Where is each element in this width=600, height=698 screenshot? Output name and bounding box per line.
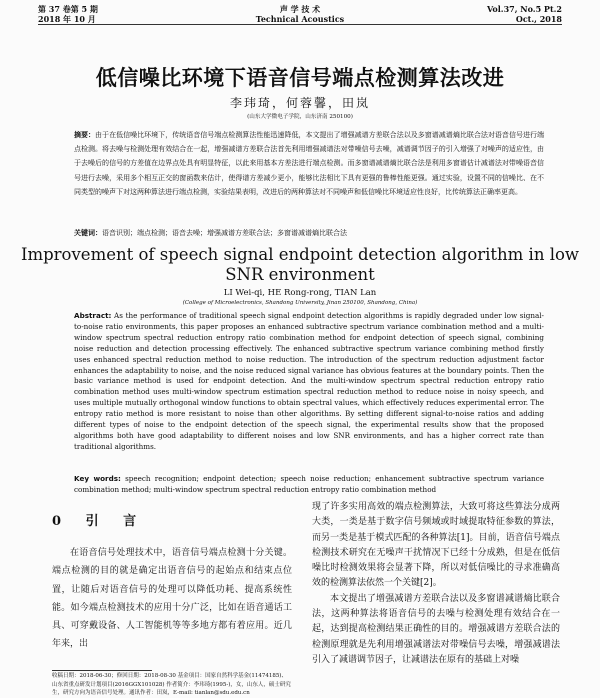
authors-en: LI Wei-qi, HE Rong-rong, TIAN Lan — [223, 288, 377, 298]
volume-zh: 第 37 卷第 5 期 — [38, 4, 98, 14]
keywords-en — [74, 474, 544, 496]
abstract-en — [74, 311, 544, 474]
title-zh: 低信噪比环境下语音信号端点检测算法改进 — [95, 66, 505, 90]
footnote: 收稿日期：2018-06-30；修回日期：2018-08-30 基金项目：国家自然科学基金(11474185)、山东省重点研发计划项目(2016GGX101028) 作者简介：李玮琦(1995-)，女，山东人，硕士研究生，研究方向为语音信号处理。通讯作者：田岚，E-mail: tianlan@sdu.edu.cn — [52, 673, 291, 696]
keywords-zh — [74, 227, 544, 239]
abstract-zh — [74, 128, 544, 228]
affiliation-en: (College of Microelectronics, Shandong University, Jinan 250100, Shandong, China) — [182, 300, 418, 306]
journal-name-en: Technical Acoustics — [255, 14, 345, 24]
section-heading-introduction: 0 引 言 — [52, 514, 147, 529]
affiliation-zh: (山东大学微电子学院，山东济南 250100) — [247, 114, 353, 120]
authors-zh: 李玮琦，何蓉馨，田岚 — [229, 96, 370, 110]
date-zh: 2018 年 10 月 — [38, 14, 96, 24]
keywords-zh-label: 关键词： — [74, 229, 102, 237]
abstract-zh-text: 由于在低信噪比环境下，传统语音信号端点检测算法性能迅速降低，本文提出了增强减谱方差联合法以及多窗谱减谱熵比联合法对语音信号进行端点检测。将去噪与检测处理有效结合在一起，增强减谱方差联合法首先利用增强减谱法对带噪信号去噪，减谱调节因子的引入增强了对噪声的适应性，由于去噪后的信号的方差值在边界点处具有明显特征，以此来用基本方差法进行端点检测。而多窗谱减谱熵比联合法是利用多窗谱估计减谱法对带噪语音信号进行去噪，采用多个相互正交的窗函数来估计，使得谱方差减少更小，能够比法相比下具有更强的鲁棒性能更强。通过实验，设置不同的信噪比、在不同类型的噪声下对这两种算法进行端点检测，实验结果表明，改进后的两种算法对不同噪声和低信噪比环境适应性良好，比传统算法正确率更高。 — [74, 131, 544, 196]
abstract-en-label: Abstract: — [74, 311, 112, 320]
volume-en: Vol.37, No.5 Pt.2 — [486, 4, 562, 14]
keywords-en-label: Key words: — [74, 474, 121, 483]
intro-right-paragraph-2: 本文提出了增强减谱方差联合法以及多窗谱减谱熵比联合法，这两种算法将语音信号的去噪与检测处理有效结合在一起，达到提高检测结果正确性的目的。增强减谱方差联合法的检测原理就是先利用增强减谱法对带噪信号去噪，增强减谱法引入了减谱调节因子，让减谱法在原有的基础上对噪 — [312, 593, 560, 665]
abstract-zh-label: 摘要： — [74, 131, 96, 139]
intro-right-paragraph-1: 现了许多实用高效的端点检测算法，大致可将这些算法分成两大类，一类是基于数字信号频域或时域提取特征参数的算法，而另一类是基于模式匹配的各种算法[1]。目前，语音信号端点检测技术研究在无噪声干扰情况下已经十分成熟，但是在低信噪比时检测效果将会显著下降，所以对低信噪比的寻求准确高效的检测算法依然一个关键[2]。 — [312, 502, 560, 589]
keywords-zh-text: 语音识别；端点检测；语音去噪；增强减谱方差联合法；多窗谱减谱熵比联合法 — [102, 229, 347, 237]
intro-left-column: 在语音信号处理技术中，语音信号端点检测十分关键。端点检测的目的就是确定出语音信号的起始点和结束点位置，让随后对语音信号的处理可以降低功耗、提高系统性能。如今端点检测技术的应用十分广泛，比如在语音通话工具、可穿戴设备、人工智能机等等多地方都有着应用。近几年来，出 — [52, 548, 292, 650]
header-rule — [38, 24, 562, 25]
keywords-en-text: speech recognition; endpoint detection; speech noise reduction; enhancement subtractive spectrum variance combination method; multi-window spectrum spectral reduction entropy ratio combination method — [74, 474, 544, 494]
intro-right-column — [312, 500, 560, 688]
journal-name-zh: 声 学 技 术 — [279, 4, 321, 14]
footnote-rule — [52, 670, 152, 671]
date-en: Oct., 2018 — [515, 14, 562, 24]
title-en: Improvement of speech signal endpoint detection algorithm in low SNR environment — [20, 245, 580, 284]
abstract-en-text: As the performance of traditional speech signal endpoint detection algorithms is rapidly degraded under low signal-to-noise ratio environments, this paper proposes an enhanced subtractive spectrum variance combination method and a multi-window spectrum spectral reduction entropy ratio combination method for endpoint detection of speech signal, combining noise reduction and detection processing effectively. The enhanced subtractive spectrum variance combining method firstly uses enhanced spectral reduction method to noise reduction. The introduction of the spectrum reduction adjustment factor enhances the adaptability to noise, and the noise reduced signal variance has obvious features at the boundary points. Then the basic variance method is used for endpoint detection. And the multi-window spectrum spectral reduction entropy ratio combination method uses multi-window spectrum estimation spectral reduction method to reduce noise in noisy speech, and uses multiple mutually orthogonal window functions to obtain spectral values, which effectively reduces experimental error. The entropy ratio method is more resistant to noise than other algorithms. By setting different signal-to-noise ratios and adding different types of noise to the endpoint detection of the speech signal, the experimental results show that the proposed algorithms both have good adaptability to different noises and low SNR environments, and has a higher correct rate than traditional algorithms. — [74, 311, 544, 451]
